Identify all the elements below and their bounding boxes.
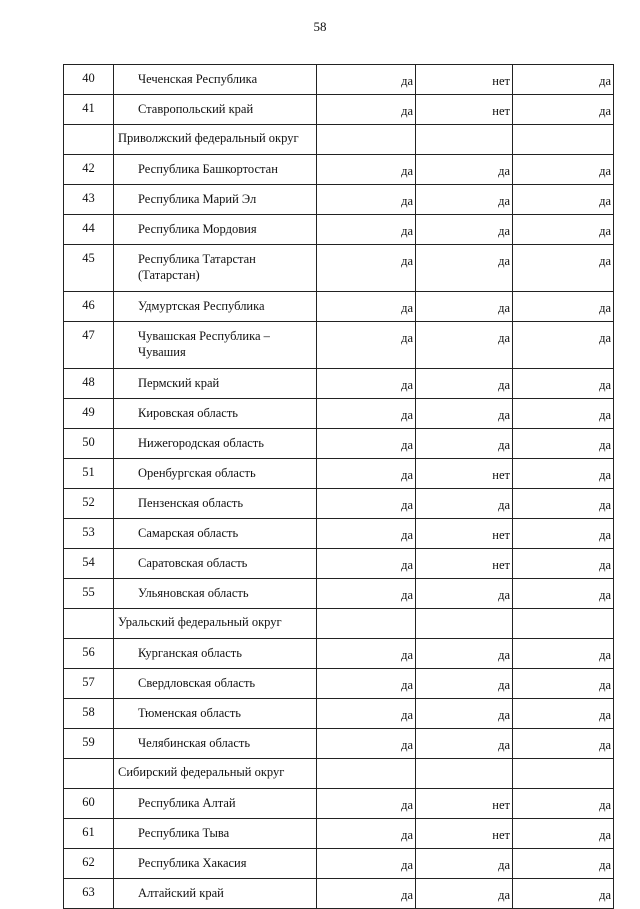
- region-name-cell: Свердловская область: [114, 669, 317, 699]
- table-row: [64, 399, 614, 429]
- value-cell-a: да: [317, 819, 416, 849]
- value-cell-c: да: [513, 429, 614, 459]
- district-header-row: [64, 609, 614, 639]
- table-row: [64, 65, 614, 95]
- table-row: [64, 579, 614, 609]
- row-number-cell: 42: [64, 155, 114, 185]
- region-name-cell: Республика Тыва: [114, 819, 317, 849]
- region-name-cell: Республика Башкортостан: [114, 155, 317, 185]
- region-name-cell: Чувашская Республика – Чувашия: [114, 322, 317, 369]
- value-cell-a: да: [317, 369, 416, 399]
- table-row: [64, 669, 614, 699]
- row-number-cell: 50: [64, 429, 114, 459]
- table-row: [64, 292, 614, 322]
- region-name-cell: Республика Мордовия: [114, 215, 317, 245]
- value-cell-a: да: [317, 215, 416, 245]
- region-name-cell: Удмуртская Республика: [114, 292, 317, 322]
- value-cell-a: да: [317, 459, 416, 489]
- region-name-cell: Республика Алтай: [114, 789, 317, 819]
- value-cell-a: да: [317, 155, 416, 185]
- value-cell-a: да: [317, 429, 416, 459]
- district-name-cell: Уральский федеральный округ: [114, 609, 317, 639]
- region-name-cell: Республика Татарстан (Татарстан): [114, 245, 317, 292]
- regions-table: [63, 64, 614, 909]
- value-cell-b: [416, 759, 513, 789]
- value-cell-b: нет: [416, 65, 513, 95]
- value-cell-c: да: [513, 489, 614, 519]
- row-number-cell: 57: [64, 669, 114, 699]
- row-number-cell: 49: [64, 399, 114, 429]
- value-cell-b: да: [416, 879, 513, 909]
- value-cell-a: [317, 609, 416, 639]
- value-cell-c: да: [513, 879, 614, 909]
- value-cell-c: да: [513, 729, 614, 759]
- value-cell-c: да: [513, 399, 614, 429]
- value-cell-b: да: [416, 185, 513, 215]
- row-number-cell: 62: [64, 849, 114, 879]
- region-name-cell: Нижегородская область: [114, 429, 317, 459]
- value-cell-c: да: [513, 459, 614, 489]
- region-name-cell: Чеченская Республика: [114, 65, 317, 95]
- table-row: [64, 155, 614, 185]
- table-row: [64, 519, 614, 549]
- value-cell-c: да: [513, 215, 614, 245]
- value-cell-c: да: [513, 292, 614, 322]
- value-cell-c: да: [513, 699, 614, 729]
- row-number-cell: [64, 125, 114, 155]
- value-cell-c: да: [513, 95, 614, 125]
- value-cell-a: да: [317, 699, 416, 729]
- table-row: [64, 95, 614, 125]
- row-number-cell: 58: [64, 699, 114, 729]
- value-cell-a: да: [317, 489, 416, 519]
- value-cell-c: да: [513, 669, 614, 699]
- table-row: [64, 459, 614, 489]
- row-number-cell: 46: [64, 292, 114, 322]
- value-cell-c: да: [513, 369, 614, 399]
- table-row: [64, 849, 614, 879]
- value-cell-a: да: [317, 639, 416, 669]
- region-name-cell: Республика Хакасия: [114, 849, 317, 879]
- district-name-cell: Приволжский федеральный округ: [114, 125, 317, 155]
- value-cell-b: да: [416, 669, 513, 699]
- value-cell-b: да: [416, 245, 513, 292]
- value-cell-c: да: [513, 789, 614, 819]
- value-cell-a: да: [317, 65, 416, 95]
- region-name-cell: Курганская область: [114, 639, 317, 669]
- value-cell-a: [317, 759, 416, 789]
- row-number-cell: 53: [64, 519, 114, 549]
- value-cell-b: да: [416, 579, 513, 609]
- value-cell-c: да: [513, 579, 614, 609]
- row-number-cell: 59: [64, 729, 114, 759]
- row-number-cell: [64, 759, 114, 789]
- value-cell-b: да: [416, 489, 513, 519]
- value-cell-a: да: [317, 322, 416, 369]
- value-cell-b: [416, 609, 513, 639]
- value-cell-c: [513, 759, 614, 789]
- region-name-cell: Оренбургская область: [114, 459, 317, 489]
- row-number-cell: 61: [64, 819, 114, 849]
- value-cell-b: да: [416, 215, 513, 245]
- value-cell-a: да: [317, 185, 416, 215]
- table-row: [64, 729, 614, 759]
- value-cell-c: да: [513, 819, 614, 849]
- value-cell-b: нет: [416, 95, 513, 125]
- value-cell-c: [513, 609, 614, 639]
- table-row: [64, 699, 614, 729]
- value-cell-c: да: [513, 322, 614, 369]
- value-cell-a: да: [317, 549, 416, 579]
- value-cell-a: да: [317, 95, 416, 125]
- value-cell-b: нет: [416, 459, 513, 489]
- value-cell-c: да: [513, 849, 614, 879]
- district-name-cell: Сибирский федеральный округ: [114, 759, 317, 789]
- row-number-cell: 44: [64, 215, 114, 245]
- value-cell-a: да: [317, 849, 416, 879]
- row-number-cell: 48: [64, 369, 114, 399]
- value-cell-c: [513, 125, 614, 155]
- value-cell-b: да: [416, 369, 513, 399]
- value-cell-c: да: [513, 639, 614, 669]
- row-number-cell: 47: [64, 322, 114, 369]
- value-cell-b: да: [416, 699, 513, 729]
- value-cell-c: да: [513, 155, 614, 185]
- region-name-cell: Ульяновская область: [114, 579, 317, 609]
- table-row: [64, 879, 614, 909]
- district-header-row: [64, 759, 614, 789]
- value-cell-c: да: [513, 245, 614, 292]
- row-number-cell: 63: [64, 879, 114, 909]
- value-cell-a: да: [317, 579, 416, 609]
- value-cell-b: да: [416, 399, 513, 429]
- value-cell-b: нет: [416, 519, 513, 549]
- region-name-cell: Саратовская область: [114, 549, 317, 579]
- value-cell-c: да: [513, 519, 614, 549]
- regions-table-body: [64, 65, 614, 909]
- row-number-cell: 41: [64, 95, 114, 125]
- table-row: [64, 185, 614, 215]
- value-cell-b: да: [416, 849, 513, 879]
- value-cell-c: да: [513, 185, 614, 215]
- value-cell-a: да: [317, 292, 416, 322]
- row-number-cell: 54: [64, 549, 114, 579]
- row-number-cell: 43: [64, 185, 114, 215]
- value-cell-a: да: [317, 879, 416, 909]
- value-cell-c: да: [513, 549, 614, 579]
- value-cell-b: нет: [416, 789, 513, 819]
- table-row: [64, 549, 614, 579]
- value-cell-a: [317, 125, 416, 155]
- region-name-cell: Алтайский край: [114, 879, 317, 909]
- value-cell-b: нет: [416, 819, 513, 849]
- table-row: [64, 639, 614, 669]
- table-row: [64, 369, 614, 399]
- region-name-cell: Ставропольский край: [114, 95, 317, 125]
- table-row: [64, 322, 614, 369]
- region-name-cell: Челябинская область: [114, 729, 317, 759]
- value-cell-a: да: [317, 519, 416, 549]
- region-name-cell: Республика Марий Эл: [114, 185, 317, 215]
- region-name-cell: Пермский край: [114, 369, 317, 399]
- row-number-cell: 60: [64, 789, 114, 819]
- row-number-cell: 55: [64, 579, 114, 609]
- value-cell-b: нет: [416, 549, 513, 579]
- value-cell-b: да: [416, 639, 513, 669]
- region-name-cell: Тюменская область: [114, 699, 317, 729]
- table-row: [64, 429, 614, 459]
- value-cell-a: да: [317, 245, 416, 292]
- value-cell-a: да: [317, 729, 416, 759]
- row-number-cell: 51: [64, 459, 114, 489]
- value-cell-b: да: [416, 429, 513, 459]
- value-cell-a: да: [317, 399, 416, 429]
- table-row: [64, 789, 614, 819]
- row-number-cell: [64, 609, 114, 639]
- region-name-cell: Самарская область: [114, 519, 317, 549]
- row-number-cell: 40: [64, 65, 114, 95]
- value-cell-a: да: [317, 789, 416, 819]
- value-cell-b: да: [416, 292, 513, 322]
- value-cell-b: да: [416, 322, 513, 369]
- region-name-cell: Пензенская область: [114, 489, 317, 519]
- row-number-cell: 52: [64, 489, 114, 519]
- district-header-row: [64, 125, 614, 155]
- region-name-cell: Кировская область: [114, 399, 317, 429]
- value-cell-b: да: [416, 729, 513, 759]
- value-cell-b: [416, 125, 513, 155]
- table-row: [64, 215, 614, 245]
- table-row: [64, 245, 614, 292]
- value-cell-b: да: [416, 155, 513, 185]
- row-number-cell: 56: [64, 639, 114, 669]
- page-number: 58: [313, 19, 327, 34]
- value-cell-c: да: [513, 65, 614, 95]
- row-number-cell: 45: [64, 245, 114, 292]
- table-row: [64, 489, 614, 519]
- table-row: [64, 819, 614, 849]
- value-cell-a: да: [317, 669, 416, 699]
